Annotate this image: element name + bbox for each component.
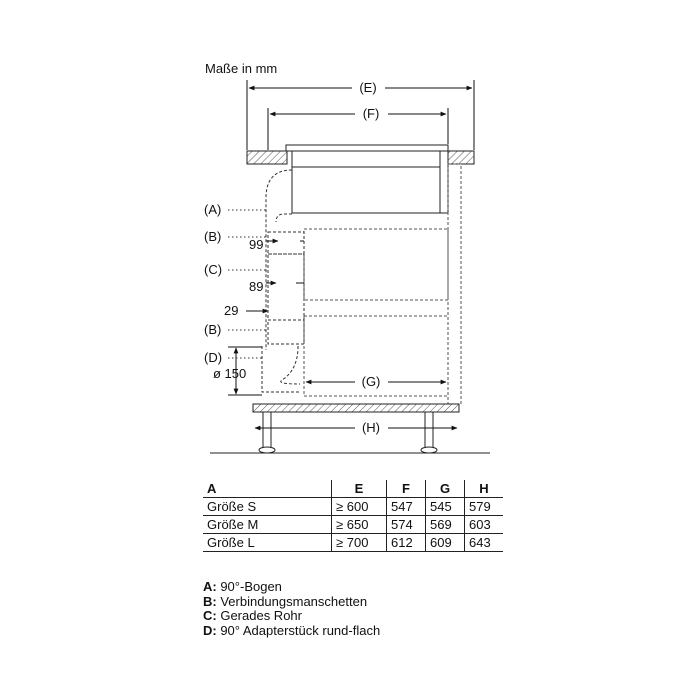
dim-89-label: 89 bbox=[249, 279, 264, 294]
table-cell: 643 bbox=[465, 534, 504, 552]
table-header-cell: H bbox=[465, 480, 504, 498]
table-cell: Größe L bbox=[203, 534, 332, 552]
table-row bbox=[203, 534, 503, 552]
table-header-cell: G bbox=[426, 480, 465, 498]
table-cell: ≥ 650 bbox=[332, 516, 387, 534]
callout-b-upper: (B) bbox=[204, 229, 222, 244]
table-header-cell: F bbox=[387, 480, 426, 498]
table-cell: 609 bbox=[426, 534, 465, 552]
table-header-row bbox=[203, 480, 503, 498]
table-cell: ≥ 600 bbox=[332, 498, 387, 516]
table-cell: 612 bbox=[387, 534, 426, 552]
dim-f-label: (F) bbox=[362, 106, 380, 121]
dim-29-label: 29 bbox=[224, 303, 239, 318]
cooktop bbox=[286, 145, 448, 213]
table-cell: Größe M bbox=[203, 516, 332, 534]
legend-item bbox=[203, 580, 380, 595]
dim-g-label: (G) bbox=[361, 374, 381, 389]
callout-d: (D) bbox=[204, 350, 223, 365]
dimension-lines bbox=[228, 80, 474, 428]
table-cell: 574 bbox=[387, 516, 426, 534]
legend-item bbox=[203, 609, 380, 624]
legend-key: B: bbox=[203, 593, 217, 609]
table-cell: ≥ 700 bbox=[332, 534, 387, 552]
legend-text: Gerades Rohr bbox=[216, 608, 302, 623]
legend-key: A: bbox=[203, 579, 217, 594]
legend-text: 90°-Bogen bbox=[216, 579, 282, 594]
legend-text: Verbindungsmanschetten bbox=[216, 593, 368, 609]
table-cell: 547 bbox=[387, 498, 426, 516]
table-cell: 603 bbox=[465, 516, 504, 534]
table-cell: 579 bbox=[465, 498, 504, 516]
dim-e-label: (E) bbox=[359, 80, 377, 95]
callout-b-lower: (B) bbox=[204, 322, 222, 337]
table-header-cell: A bbox=[203, 480, 332, 498]
legend bbox=[203, 580, 380, 638]
callout-c: (C) bbox=[204, 262, 223, 277]
table-cell: Größe S bbox=[203, 498, 332, 516]
legend-key: D: bbox=[203, 622, 217, 638]
table-cell: 545 bbox=[426, 498, 465, 516]
dim-150-label: ø 150 bbox=[213, 366, 247, 381]
table-cell: 569 bbox=[426, 516, 465, 534]
callout-a: (A) bbox=[204, 202, 222, 217]
table-header-cell: E bbox=[332, 480, 387, 498]
dim-h-label: (H) bbox=[361, 420, 381, 435]
diagram-title: Maße in mm bbox=[205, 61, 278, 76]
table-row bbox=[203, 498, 503, 516]
table-row bbox=[203, 516, 503, 534]
dim-99-label: 99 bbox=[249, 237, 264, 252]
legend-text: 90° Adapterstück rund-flach bbox=[216, 622, 381, 638]
legend-item bbox=[203, 624, 380, 639]
dimension-table bbox=[203, 480, 503, 552]
legend-item bbox=[203, 595, 380, 610]
legend-key: C: bbox=[203, 608, 217, 623]
